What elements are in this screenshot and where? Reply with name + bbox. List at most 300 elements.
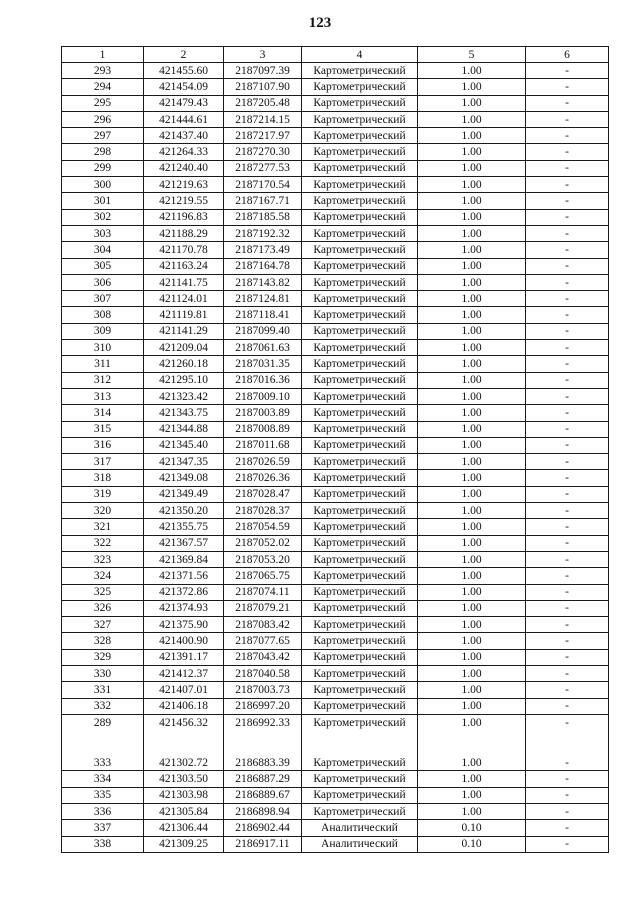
table-cell: 421343.75 (144, 405, 224, 421)
table-cell: - (526, 568, 609, 584)
table-row (62, 682, 609, 698)
table-cell: Картометрический (302, 79, 418, 95)
table-row (62, 551, 609, 567)
table-row (62, 291, 609, 307)
table-cell: 1.00 (418, 128, 526, 144)
table-cell: - (526, 209, 609, 225)
table-cell: Картометрический (302, 787, 418, 803)
table-cell: 1.00 (418, 470, 526, 486)
table-cell: 421444.61 (144, 111, 224, 127)
table-cell: - (526, 665, 609, 681)
table-cell: 2187217.97 (224, 128, 302, 144)
table-cell: 421454.09 (144, 79, 224, 95)
table-cell: 2187118.41 (224, 307, 302, 323)
table-cell: - (526, 503, 609, 519)
table-cell: 2187003.73 (224, 682, 302, 698)
table-row (62, 437, 609, 453)
table-cell: - (526, 193, 609, 209)
table-cell: 1.00 (418, 503, 526, 519)
table-cell: 2186902.44 (224, 820, 302, 836)
column-header: 6 (526, 47, 609, 63)
table-cell: 1.00 (418, 274, 526, 290)
table-row (62, 307, 609, 323)
table-row (62, 405, 609, 421)
table-cell: 421350.20 (144, 503, 224, 519)
table-cell: 2187016.36 (224, 372, 302, 388)
table-cell: Картометрический (302, 323, 418, 339)
table-cell: 2186992.33 (224, 714, 302, 730)
table-cell: 1.00 (418, 307, 526, 323)
table-cell: 421306.44 (144, 820, 224, 836)
table-cell: Картометрический (302, 291, 418, 307)
table-cell: 421240.40 (144, 160, 224, 176)
table-cell (224, 730, 302, 755)
table-cell: - (526, 111, 609, 127)
table-cell: 1.00 (418, 421, 526, 437)
table-cell: 2187028.47 (224, 486, 302, 502)
table-cell: 421302.72 (144, 755, 224, 771)
table-cell: 421437.40 (144, 128, 224, 144)
table-cell: 305 (62, 258, 144, 274)
table-cell: Картометрический (302, 698, 418, 714)
table-cell: 2187011.68 (224, 437, 302, 453)
table-row (62, 600, 609, 616)
table-cell: 1.00 (418, 617, 526, 633)
table-cell: 2187040.58 (224, 665, 302, 681)
table-cell: 421163.24 (144, 258, 224, 274)
table-cell: 321 (62, 519, 144, 535)
table-cell: - (526, 804, 609, 820)
table-cell: Картометрический (302, 584, 418, 600)
table-cell: 421219.63 (144, 177, 224, 193)
table-row (62, 755, 609, 771)
table-cell: Картометрический (302, 95, 418, 111)
table-cell (526, 730, 609, 755)
table-cell: 421323.42 (144, 388, 224, 404)
table-cell: 2187277.53 (224, 160, 302, 176)
table-cell: 311 (62, 356, 144, 372)
table-cell: 318 (62, 470, 144, 486)
table-cell: 322 (62, 535, 144, 551)
table-cell: 337 (62, 820, 144, 836)
table-cell: Картометрический (302, 128, 418, 144)
table-cell: 307 (62, 291, 144, 307)
table-cell: Картометрический (302, 144, 418, 160)
table-cell: 1.00 (418, 225, 526, 241)
table-cell: 325 (62, 584, 144, 600)
table-cell: Картометрический (302, 177, 418, 193)
table-cell: Картометрический (302, 503, 418, 519)
table-row (62, 617, 609, 633)
table-cell: 1.00 (418, 787, 526, 803)
table-cell: 2186997.20 (224, 698, 302, 714)
table-cell: 302 (62, 209, 144, 225)
table-cell: - (526, 682, 609, 698)
table-cell: 310 (62, 340, 144, 356)
table-cell: 323 (62, 551, 144, 567)
table-row (62, 714, 609, 730)
table-row (62, 372, 609, 388)
table-cell: 421260.18 (144, 356, 224, 372)
table-row (62, 665, 609, 681)
table-cell: Картометрический (302, 340, 418, 356)
table-cell: 324 (62, 568, 144, 584)
table-cell: - (526, 714, 609, 730)
table-cell: 309 (62, 323, 144, 339)
table-cell: - (526, 144, 609, 160)
table-cell: 421479.43 (144, 95, 224, 111)
table-cell: 421407.01 (144, 682, 224, 698)
table-cell: 1.00 (418, 79, 526, 95)
table-cell: 315 (62, 421, 144, 437)
table-cell: 294 (62, 79, 144, 95)
table-cell: 330 (62, 665, 144, 681)
table-cell: - (526, 584, 609, 600)
table-cell: 336 (62, 804, 144, 820)
table-cell: 1.00 (418, 804, 526, 820)
table-row (62, 356, 609, 372)
table-cell: Картометрический (302, 600, 418, 616)
table-cell: 421367.57 (144, 535, 224, 551)
table-cell: Картометрический (302, 421, 418, 437)
table-cell: 421406.18 (144, 698, 224, 714)
table-cell (144, 730, 224, 755)
table-cell: 2187083.42 (224, 617, 302, 633)
table-cell: - (526, 519, 609, 535)
table-cell: 2187026.36 (224, 470, 302, 486)
table-row (62, 128, 609, 144)
table-cell: 2187173.49 (224, 242, 302, 258)
table-cell: - (526, 388, 609, 404)
table-cell: 335 (62, 787, 144, 803)
table-cell: - (526, 633, 609, 649)
table-cell: 1.00 (418, 649, 526, 665)
table-row (62, 160, 609, 176)
table-row (62, 274, 609, 290)
table-cell: - (526, 486, 609, 502)
table-cell: Картометрический (302, 356, 418, 372)
table-cell: - (526, 698, 609, 714)
table-cell: - (526, 836, 609, 852)
table-cell: - (526, 755, 609, 771)
table-cell: 1.00 (418, 486, 526, 502)
table-cell: 328 (62, 633, 144, 649)
table-row (62, 388, 609, 404)
table-cell: Картометрический (302, 242, 418, 258)
table-cell: Картометрический (302, 568, 418, 584)
table-cell: - (526, 356, 609, 372)
table-row (62, 144, 609, 160)
table-row (62, 323, 609, 339)
table-row (62, 79, 609, 95)
table-cell: 2186883.39 (224, 755, 302, 771)
table-cell: Картометрический (302, 111, 418, 127)
table-cell: - (526, 128, 609, 144)
table-cell: 421349.49 (144, 486, 224, 502)
table-cell: 1.00 (418, 600, 526, 616)
table-cell: 2187077.65 (224, 633, 302, 649)
table-cell: 1.00 (418, 323, 526, 339)
table-cell: - (526, 405, 609, 421)
table-cell: - (526, 470, 609, 486)
table-cell: - (526, 437, 609, 453)
table-row (62, 177, 609, 193)
table-row (62, 820, 609, 836)
table-cell: 1.00 (418, 437, 526, 453)
table-cell: - (526, 160, 609, 176)
table-cell: Картометрический (302, 63, 418, 79)
table-cell: 2187185.58 (224, 209, 302, 225)
table-row (62, 649, 609, 665)
table-cell: 421141.29 (144, 323, 224, 339)
table-cell: 326 (62, 600, 144, 616)
table-cell: Картометрический (302, 665, 418, 681)
table-cell: - (526, 79, 609, 95)
table-cell: 421295.10 (144, 372, 224, 388)
table-body (62, 63, 609, 853)
column-header: 5 (418, 47, 526, 63)
table-cell: Картометрический (302, 486, 418, 502)
table-cell: 312 (62, 372, 144, 388)
table-cell: 300 (62, 177, 144, 193)
table-cell: Картометрический (302, 755, 418, 771)
table-cell: 2187192.32 (224, 225, 302, 241)
table-cell: Картометрический (302, 405, 418, 421)
table-cell: 2187054.59 (224, 519, 302, 535)
table-row (62, 519, 609, 535)
table-cell: 319 (62, 486, 144, 502)
table-cell: Картометрический (302, 470, 418, 486)
table-cell: Картометрический (302, 633, 418, 649)
table-cell: - (526, 323, 609, 339)
table-row (62, 454, 609, 470)
table-cell: 331 (62, 682, 144, 698)
table-cell: 293 (62, 63, 144, 79)
table-cell: - (526, 258, 609, 274)
table-cell: - (526, 649, 609, 665)
table-cell: Аналитический (302, 820, 418, 836)
table-cell: 2187205.48 (224, 95, 302, 111)
table-cell: 295 (62, 95, 144, 111)
table-cell: - (526, 617, 609, 633)
column-header: 3 (224, 47, 302, 63)
table-cell: 317 (62, 454, 144, 470)
table-cell: 421455.60 (144, 63, 224, 79)
table-cell: 296 (62, 111, 144, 127)
table-cell: 421305.84 (144, 804, 224, 820)
table-cell: 421141.75 (144, 274, 224, 290)
table-cell: Картометрический (302, 372, 418, 388)
table-cell: 2187043.42 (224, 649, 302, 665)
table-cell: 1.00 (418, 665, 526, 681)
table-row (62, 503, 609, 519)
table-cell: 421124.01 (144, 291, 224, 307)
table-cell: - (526, 421, 609, 437)
table-cell: Картометрический (302, 209, 418, 225)
table-cell: Картометрический (302, 682, 418, 698)
table-cell: 2187164.78 (224, 258, 302, 274)
table-cell: 1.00 (418, 177, 526, 193)
table-cell: Картометрический (302, 804, 418, 820)
table-cell: Картометрический (302, 649, 418, 665)
table-cell: 1.00 (418, 535, 526, 551)
table-row (62, 804, 609, 820)
table-cell: 1.00 (418, 568, 526, 584)
table-cell: 289 (62, 714, 144, 730)
table-cell: Картометрический (302, 535, 418, 551)
table-row (62, 486, 609, 502)
table-cell (62, 730, 144, 755)
table-cell: 421456.32 (144, 714, 224, 730)
table-cell: 299 (62, 160, 144, 176)
table-cell: Картометрический (302, 225, 418, 241)
table-row (62, 836, 609, 852)
table-cell: 338 (62, 836, 144, 852)
table-header-row (62, 47, 609, 63)
table-cell: 332 (62, 698, 144, 714)
table-cell: 421303.98 (144, 787, 224, 803)
table-cell: - (526, 820, 609, 836)
table-cell: 320 (62, 503, 144, 519)
table-cell: Картометрический (302, 519, 418, 535)
column-header: 4 (302, 47, 418, 63)
table-cell: 313 (62, 388, 144, 404)
table-cell: 1.00 (418, 63, 526, 79)
table-row (62, 111, 609, 127)
table-cell: - (526, 274, 609, 290)
table-cell: 421219.55 (144, 193, 224, 209)
table-cell: 2187008.89 (224, 421, 302, 437)
table-cell: 314 (62, 405, 144, 421)
table-cell: Картометрический (302, 437, 418, 453)
table-row (62, 340, 609, 356)
table-cell: - (526, 291, 609, 307)
table-cell: 421170.78 (144, 242, 224, 258)
table-cell: 421412.37 (144, 665, 224, 681)
table-row (62, 209, 609, 225)
table-cell: Аналитический (302, 836, 418, 852)
table-cell: 308 (62, 307, 144, 323)
table-cell: - (526, 372, 609, 388)
table-cell: 2186887.29 (224, 771, 302, 787)
table-cell: 1.00 (418, 356, 526, 372)
table-cell: 1.00 (418, 372, 526, 388)
table-cell: Картометрический (302, 160, 418, 176)
table-cell: 1.00 (418, 771, 526, 787)
table-row (62, 258, 609, 274)
table-cell: 421196.83 (144, 209, 224, 225)
table-cell: Картометрический (302, 307, 418, 323)
table-row (62, 242, 609, 258)
table-cell: 421349.08 (144, 470, 224, 486)
table-cell: 421369.84 (144, 551, 224, 567)
table-cell: - (526, 535, 609, 551)
table-cell: - (526, 600, 609, 616)
table-cell: Картометрический (302, 771, 418, 787)
table-cell: 421355.75 (144, 519, 224, 535)
table-cell: 1.00 (418, 755, 526, 771)
table-row (62, 568, 609, 584)
table-cell: 329 (62, 649, 144, 665)
table-cell: 1.00 (418, 111, 526, 127)
table-cell: 2187065.75 (224, 568, 302, 584)
table-cell: - (526, 551, 609, 567)
table-cell: 2187079.21 (224, 600, 302, 616)
table-cell: 421119.81 (144, 307, 224, 323)
table-cell: - (526, 307, 609, 323)
table-cell: 0.10 (418, 820, 526, 836)
table-cell: 421209.04 (144, 340, 224, 356)
table-cell: 2187270.30 (224, 144, 302, 160)
table-cell: 2187028.37 (224, 503, 302, 519)
table-cell: 306 (62, 274, 144, 290)
table-cell: 1.00 (418, 95, 526, 111)
table-cell: Картометрический (302, 193, 418, 209)
table-row (62, 584, 609, 600)
table-row (62, 95, 609, 111)
table-cell: 2187170.54 (224, 177, 302, 193)
table-row (62, 535, 609, 551)
table-cell: 327 (62, 617, 144, 633)
table-cell: 2187053.20 (224, 551, 302, 567)
table-cell: - (526, 177, 609, 193)
table-cell: Картометрический (302, 454, 418, 470)
table-cell: 1.00 (418, 633, 526, 649)
table-cell: 2187026.59 (224, 454, 302, 470)
table-cell: 1.00 (418, 242, 526, 258)
table-row (62, 421, 609, 437)
table-cell (302, 730, 418, 755)
table-cell: 421347.35 (144, 454, 224, 470)
table-cell: 1.00 (418, 160, 526, 176)
table-cell: 2186917.11 (224, 836, 302, 852)
table-cell: 2187003.89 (224, 405, 302, 421)
table-cell: 421264.33 (144, 144, 224, 160)
table-cell: 303 (62, 225, 144, 241)
table-cell: 421345.40 (144, 437, 224, 453)
table-cell: 421188.29 (144, 225, 224, 241)
table-row-blank (62, 730, 609, 755)
table-row (62, 225, 609, 241)
table-cell: - (526, 787, 609, 803)
table-cell: Картометрический (302, 258, 418, 274)
table-cell: Картометрический (302, 551, 418, 567)
table-cell: 2187061.63 (224, 340, 302, 356)
table-cell: 2187107.90 (224, 79, 302, 95)
table-cell: - (526, 242, 609, 258)
table-cell: 1.00 (418, 388, 526, 404)
table-cell: 297 (62, 128, 144, 144)
table-cell: 2187143.82 (224, 274, 302, 290)
table-cell: 421303.50 (144, 771, 224, 787)
table-cell: 2187052.02 (224, 535, 302, 551)
table-cell: 1.00 (418, 682, 526, 698)
table-row (62, 63, 609, 79)
table-cell: Картометрический (302, 714, 418, 730)
table-cell: 2186898.94 (224, 804, 302, 820)
table-cell: - (526, 454, 609, 470)
table-cell: 2187167.71 (224, 193, 302, 209)
table-cell: 1.00 (418, 584, 526, 600)
table-cell: 1.00 (418, 209, 526, 225)
table-cell: 421371.56 (144, 568, 224, 584)
table-row (62, 633, 609, 649)
table-cell: 1.00 (418, 454, 526, 470)
table-cell (418, 730, 526, 755)
table-row (62, 698, 609, 714)
table-cell: - (526, 340, 609, 356)
table-cell: Картометрический (302, 617, 418, 633)
